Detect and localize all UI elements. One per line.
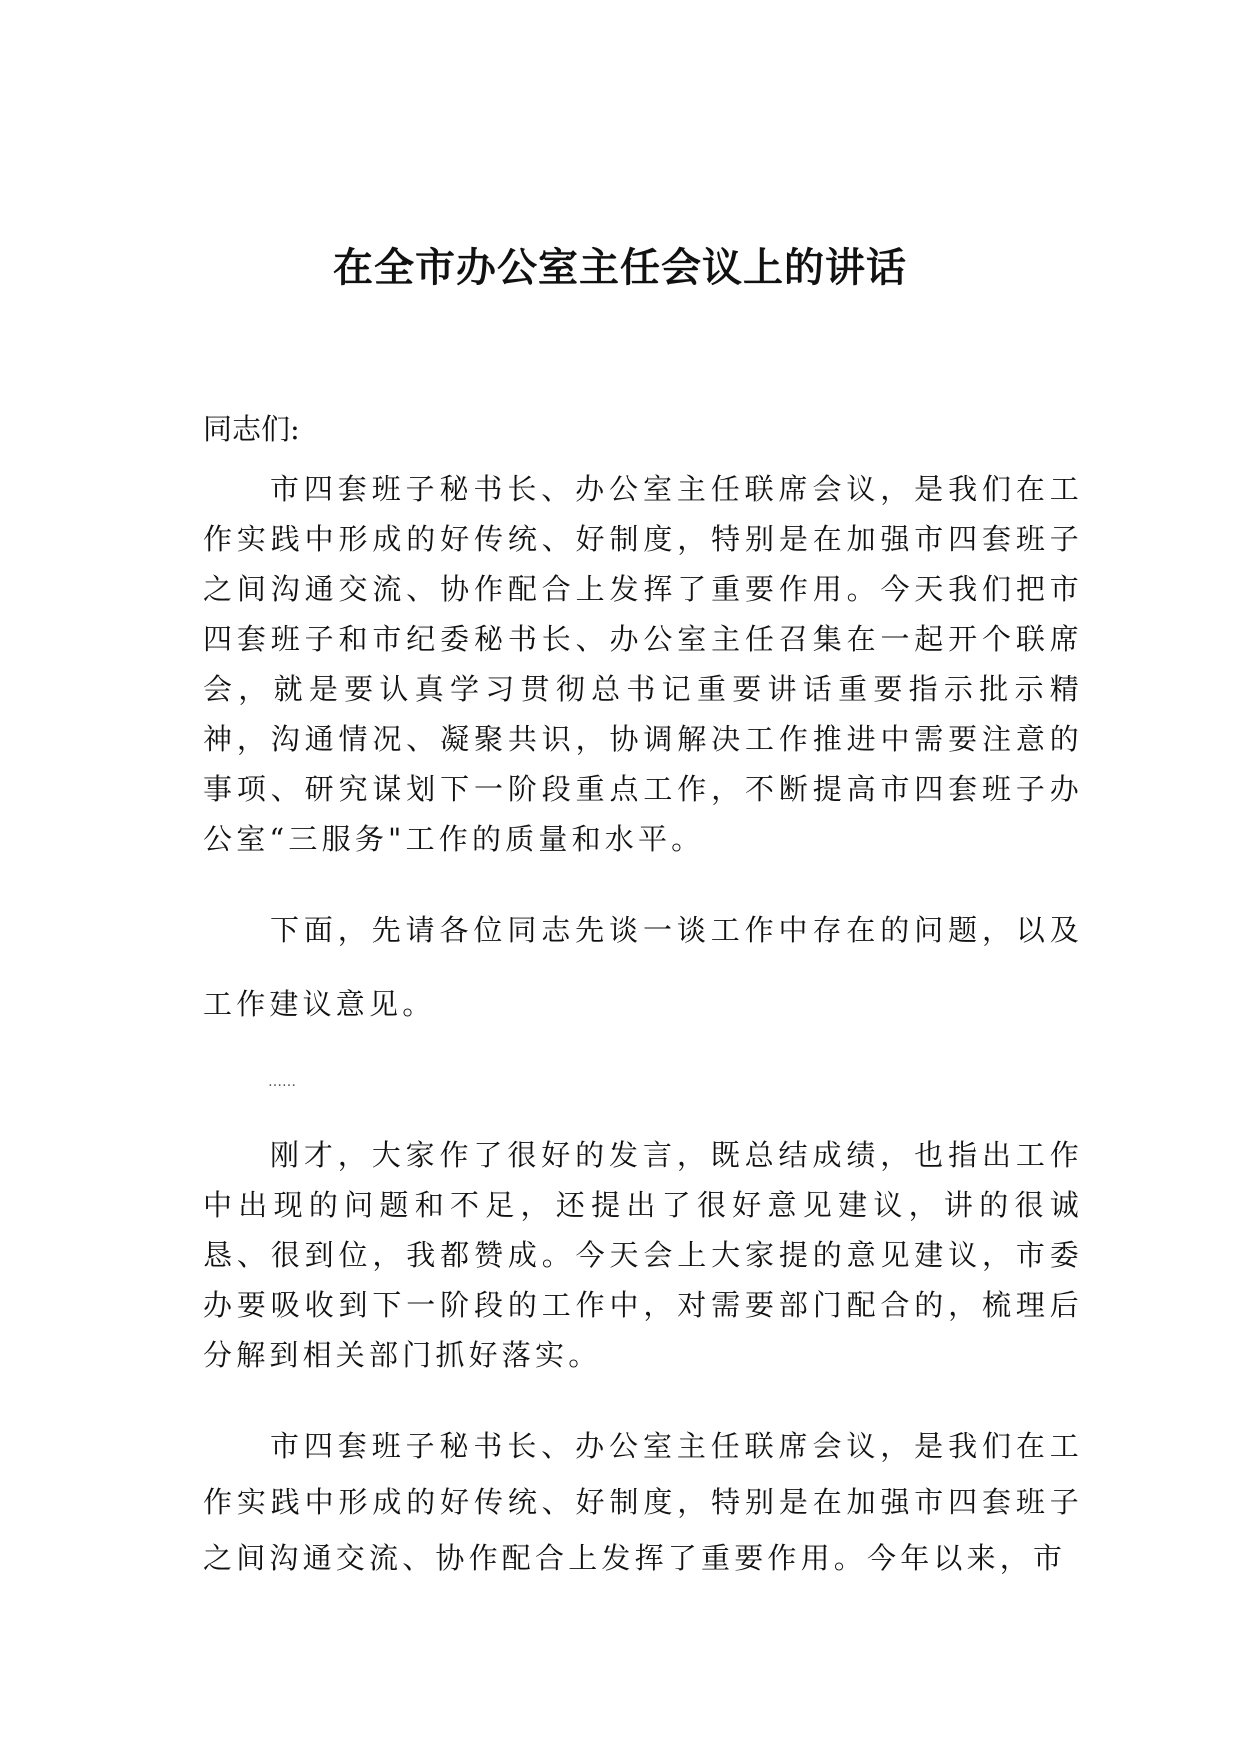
- paragraph-continuation: 市四套班子秘书长、办公室主任联席会议，是我们在工作实践中形成的好传统、好制度，特别是在加强市四套班子之间沟通交流、协作配合上发挥了重要作用。今年以来，市: [203, 1429, 1083, 1575]
- paragraph-request-feedback: 下面，先请各位同志先谈一谈工作中存在的问题，以及工作建议意见。: [203, 913, 1083, 1021]
- paragraph-summary: 刚才，大家作了很好的发言，既总结成绩，也指出工作中出现的问题和不足，还提出了很好意见建议，讲的很诚恳、很到位，我都赞成。今天会上大家提的意见建议，市委办要吸收到下一阶段的工作中，对需要部门配合的，梳理后分解到相关部门抓好落实。: [203, 1138, 1083, 1372]
- paragraph-opening: 市四套班子秘书长、办公室主任联席会议，是我们在工作实践中形成的好传统、好制度，特别是在加强市四套班子之间沟通交流、协作配合上发挥了重要作用。今天我们把市四套班子和市纪委秘书长、办公室主任召集在一起开个联席会，就是要认真学习贯彻总书记重要讲话重要指示批示精神，沟通情况、凝聚共识，协调解决工作推进中需要注意的事项、研究谋划下一阶段重点工作，不断提高市四套班子办公室“三服务"工作的质量和水平。: [203, 472, 1083, 856]
- salutation: 同志们:: [203, 412, 300, 446]
- omission-ellipsis: ……: [268, 1074, 296, 1090]
- document-title: 在全市办公室主任会议上的讲话: [333, 245, 907, 291]
